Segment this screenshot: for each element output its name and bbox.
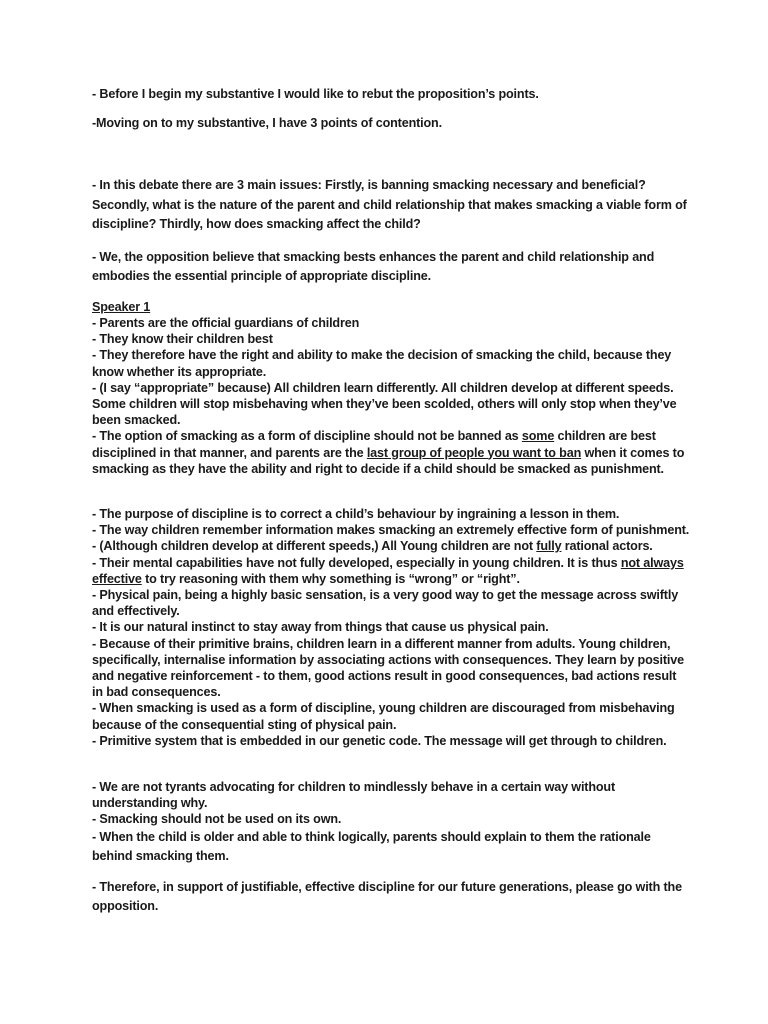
speaker-point-4: - (I say “appropriate” because) All children learn differently. All children develop at different speeds. Some children will stop misbehaving when they’ve been scolded, others will only stop when they’ve been smacked.	[92, 380, 677, 428]
closing-point-4: - Therefore, in support of justifiable, effective discipline for our future generations, please go with the opposition.	[92, 879, 682, 914]
speaker-point-5-underline-some: some	[521, 429, 555, 444]
stance-paragraph: - We, the opposition believe that smacking bests enhances the parent and child relationship and embodies the essential principle of appropriate discipline.	[92, 249, 655, 283]
closing-point-2: - Smacking should not be used on its own.	[92, 812, 342, 827]
speaker-point-5-text-a: - The option of smacking as a form of discipline should not be banned as	[92, 429, 522, 444]
discipline-point-9: - Primitive system that is embedded in our genetic code. The message will get through to children.	[92, 733, 667, 748]
discipline-point-4-underline-not-always-effective: not always effective	[92, 555, 684, 586]
discipline-point-8: - When smacking is used as a form of discipline, young children are discouraged from misbehaving because of the consequential sting of physical pain.	[92, 701, 675, 732]
discipline-point-1: - The purpose of discipline is to correct a child’s behaviour by ingraining a lesson in them.	[92, 506, 620, 521]
discipline-point-3-text-c: rational actors.	[561, 539, 653, 554]
speaker-point-3: - They therefore have the right and ability to make the decision of smacking the child, because they know whether its appropriate.	[92, 348, 672, 379]
discipline-point-3	[92, 538, 690, 554]
discipline-point-2: - The way children remember information makes smacking an extremely effective form of punishment.	[92, 523, 690, 538]
speaker-heading: Speaker 1	[92, 299, 151, 314]
discipline-point-6: - It is our natural instinct to stay away from things that cause us physical pain.	[92, 620, 549, 635]
discipline-point-3-text-a: - (Although children develop at different speeds,) All Young children are not	[92, 539, 537, 554]
discipline-point-5: - Physical pain, being a highly basic sensation, is a very good way to get the message across swiftly and effectively.	[92, 587, 679, 619]
discipline-point-7: - Because of their primitive brains, children learn in a different manner from adults. Young children, specifically, internalise information by associating actions with consequences. They learn by positive and negative reinforcement - to them, good actions result in good consequences, bad actions result in bad consequences.	[92, 636, 684, 700]
speaker-point-5	[92, 428, 690, 477]
discipline-point-4-text-a: - Their mental capabilities have not fully developed, especially in young children. It is thus	[92, 555, 621, 570]
speaker-point-5-underline-ban: last group of people you want to ban	[366, 445, 582, 460]
discipline-point-4	[92, 555, 690, 587]
speaker-point-5-text-e: when it comes to smacking as they have the ability and right to decide if a child should be smacked as punishment.	[92, 445, 685, 476]
speaker-point-5-text-c: children are best disciplined in that manner, and parents are the	[92, 429, 656, 460]
discipline-point-4-text-c: to try reasoning with them why something is “wrong” or “right”.	[141, 571, 520, 586]
speaker-point-2: - They know their children best	[92, 332, 273, 347]
contention-line: -Moving on to my substantive, I have 3 points of contention.	[92, 116, 442, 130]
discipline-point-3-underline-fully: fully	[536, 539, 562, 554]
closing-point-3: - When the child is older and able to think logically, parents should explain to them the rationale behind smacking them.	[92, 829, 651, 863]
issues-paragraph: - In this debate there are 3 main issues: Firstly, is banning smacking necessary and beneficial? Secondly, what is the nature of the parent and child relationship that makes smacking a viable form of discipline? Thirdly, how does smacking affect the child?	[92, 178, 687, 232]
rebuttal-line: - Before I begin my substantive I would like to rebut the proposition’s points.	[92, 87, 539, 101]
closing-point-1: - We are not tyrants advocating for children to mindlessly behave in a certain way without understanding why.	[92, 779, 616, 811]
document-body	[92, 86, 690, 917]
speaker-point-1: - Parents are the official guardians of children	[92, 315, 360, 330]
